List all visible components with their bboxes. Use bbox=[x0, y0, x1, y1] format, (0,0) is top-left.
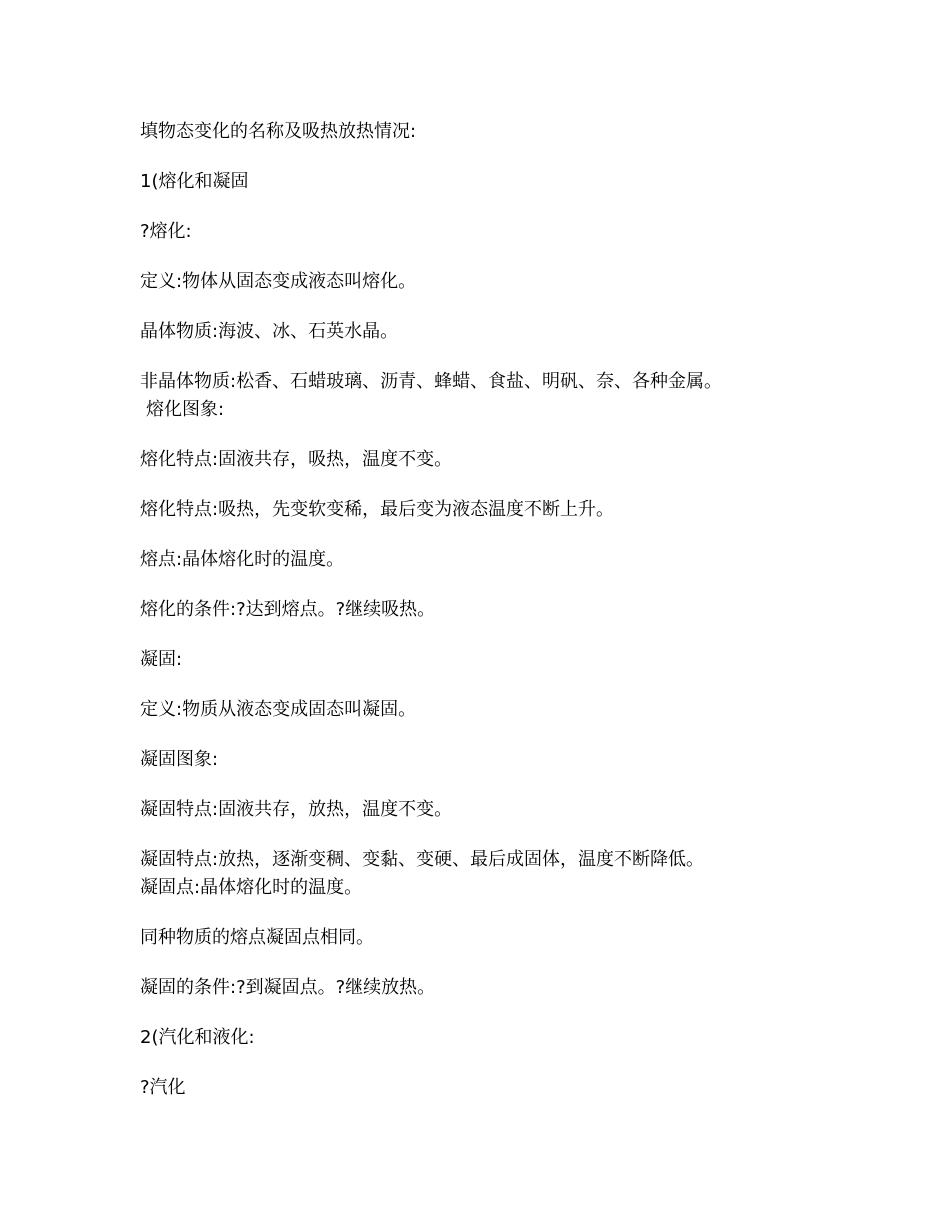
section-heading-vaporization-liquefaction: 2(汽化和液化: bbox=[140, 1027, 255, 1048]
page-heading: 填物态变化的名称及吸热放热情况: bbox=[140, 121, 417, 142]
melting-characteristics-amorphous: 熔化特点:吸热，先变软变稀，最后变为液态温度不断上升。 bbox=[140, 499, 615, 520]
solidifying-graph-label: 凝固图象: bbox=[140, 749, 219, 770]
solidifying-characteristics-amorphous: 凝固特点:放热，逐渐变稠、变黏、变硬、最后成固体，温度不断降低。 bbox=[140, 849, 705, 870]
freezing-point-definition: 凝固点:晶体熔化时的温度。 bbox=[140, 877, 363, 898]
amorphous-substances: 非晶体物质:松香、石蜡玻璃、沥青、蜂蜡、食盐、明矾、奈、各种金属。 bbox=[140, 371, 723, 392]
melting-definition: 定义:物体从固态变成液态叫熔化。 bbox=[140, 271, 417, 292]
subsection-solidifying: 凝固: bbox=[140, 649, 183, 670]
subsection-vaporization: ?汽化 bbox=[140, 1077, 186, 1098]
same-substance-note: 同种物质的熔点凝固点相同。 bbox=[140, 927, 374, 948]
melting-characteristics-crystal: 熔化特点:固液共存，吸热，温度不变。 bbox=[140, 449, 453, 470]
solidifying-conditions: 凝固的条件:?到凝固点。?继续放热。 bbox=[140, 977, 436, 998]
document-body bbox=[140, 118, 840, 1124]
section-heading-melting-solidifying: 1(熔化和凝固 bbox=[140, 171, 249, 192]
melting-graph-label: 熔化图象: bbox=[146, 399, 225, 420]
solidifying-definition: 定义:物质从液态变成固态叫凝固。 bbox=[140, 699, 417, 720]
melting-point-definition: 熔点:晶体熔化时的温度。 bbox=[140, 549, 345, 570]
solidifying-characteristics-crystal: 凝固特点:固液共存，放热，温度不变。 bbox=[140, 799, 453, 820]
subsection-melting: ?熔化: bbox=[140, 221, 192, 242]
crystalline-substances: 晶体物质:海波、冰、石英水晶。 bbox=[140, 321, 399, 342]
melting-conditions: 熔化的条件:?达到熔点。?继续吸热。 bbox=[140, 599, 436, 620]
